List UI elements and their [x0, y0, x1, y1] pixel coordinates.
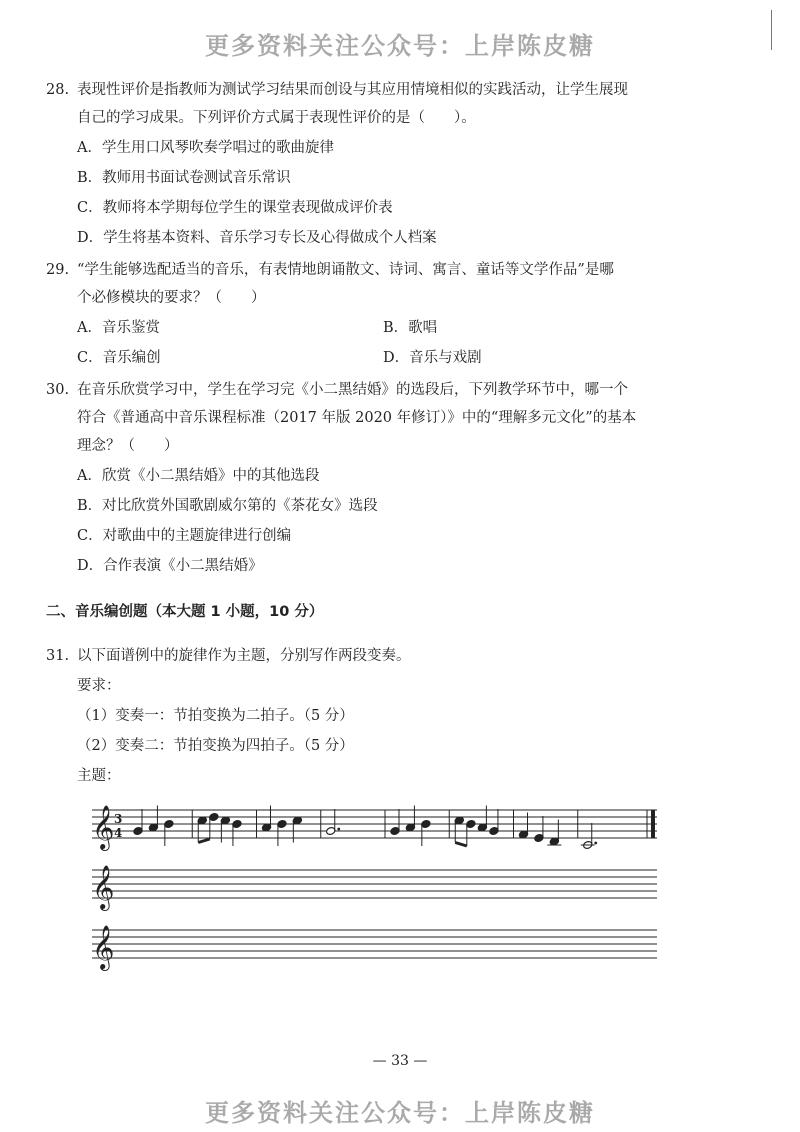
question-28-line-1: 表现性评价是指教师为测试学习结果而创设与其应用情境相似的实践活动，让学生展现	[77, 82, 628, 98]
question-30-option-d: D．合作表演《小二黑结婚》	[77, 558, 263, 574]
measure-1	[133, 806, 192, 847]
theme-staff	[92, 796, 662, 860]
question-30-number: 30.	[46, 382, 70, 398]
question-31-requirement-1: （1）变奏一：节拍变换为二拍子。（5 分）	[77, 708, 354, 724]
question-31-requirement-label: 要求：	[77, 678, 121, 694]
measure-5	[390, 806, 449, 847]
beam	[198, 839, 210, 843]
question-30-option-b: B．对比欣赏外国歌剧威尔第的《茶花女》选段	[77, 498, 378, 514]
measure-7	[518, 810, 577, 846]
treble-clef-icon: 𝄞	[92, 925, 115, 969]
question-28-option-a: A．学生用口风琴吹奏学唱过的歌曲旋律	[77, 140, 334, 156]
question-28-line-2: 自己的学习成果。下列评价方式属于表现性评价的是（ ）。	[77, 110, 476, 126]
theme-notes	[133, 806, 597, 850]
question-31-number: 31.	[46, 648, 70, 664]
question-30-option-c: C．对歌曲中的主题旋律进行创编	[77, 528, 292, 544]
answer-staff-1[interactable]	[92, 856, 662, 920]
watermark-bottom: 更多资料关注公众号：上岸陈皮糖	[205, 1099, 595, 1127]
question-28-option-d: D．学生将基本资料、音乐学习专长及心得做成个人档案	[77, 230, 437, 246]
answer-staff-2[interactable]	[92, 916, 662, 980]
page-number: — 33 —	[372, 1053, 428, 1069]
watermark-top: 更多资料关注公众号：上岸陈皮糖	[205, 32, 595, 60]
treble-clef-icon: 𝄞	[92, 805, 115, 849]
question-30-line-1: 在音乐欣赏学习中，学生在学习完《小二黑结婚》的选段后，下列教学环节中，哪一个	[77, 382, 628, 398]
theme-staff-lines	[92, 810, 657, 838]
question-28-option-c: C．教师将本学期每位学生的课堂表现做成评价表	[77, 200, 393, 216]
time-signature-bottom: 4	[114, 826, 123, 840]
question-28-option-b: B．教师用书面试卷测试音乐常识	[77, 170, 291, 186]
question-29-number: 29.	[46, 262, 70, 278]
question-29-option-c: C．音乐编创	[77, 350, 161, 366]
measure-6	[454, 806, 513, 847]
question-29-line-2: 个必修模块的要求？（ ）	[77, 290, 266, 306]
question-29-line-1: “学生能够选配适当的音乐，有表情地朗诵散文、诗词、寓言、童话等文学作品”是哪	[77, 262, 614, 278]
question-29-option-d: D．音乐与戏剧	[383, 350, 482, 366]
treble-clef-icon: 𝄞	[92, 865, 115, 909]
question-31-prompt: 以下面谱例中的旋律作为主题，分别写作两段变奏。	[77, 648, 411, 664]
question-30-line-2: 符合《普通高中音乐课程标准（2017 年版 2020 年修订）》中的“理解多元文化”的基本	[77, 410, 637, 426]
question-29-option-b: B．歌唱	[383, 320, 438, 336]
section-2-title: 二、音乐编创题（本大题 1 小题，10 分）	[46, 604, 324, 620]
question-29-option-a: A．音乐鉴赏	[77, 320, 160, 336]
question-31-theme-label: 主题：	[77, 768, 121, 784]
measure-3	[261, 806, 320, 847]
measure-8	[581, 823, 597, 849]
question-28-number: 28.	[46, 82, 70, 98]
dot	[337, 828, 340, 831]
beam	[455, 843, 467, 847]
dot	[594, 842, 597, 845]
measure-2	[197, 810, 256, 846]
question-30-line-3: 理念？（ ）	[77, 438, 179, 454]
time-signature-top: 3	[114, 812, 123, 826]
page-edge-line	[771, 10, 772, 50]
question-31-requirement-2: （2）变奏二：节拍变换为四拍子。（5 分）	[77, 738, 354, 754]
question-30-option-a: A．欣赏《小二黑结婚》中的其他选段	[77, 468, 320, 484]
